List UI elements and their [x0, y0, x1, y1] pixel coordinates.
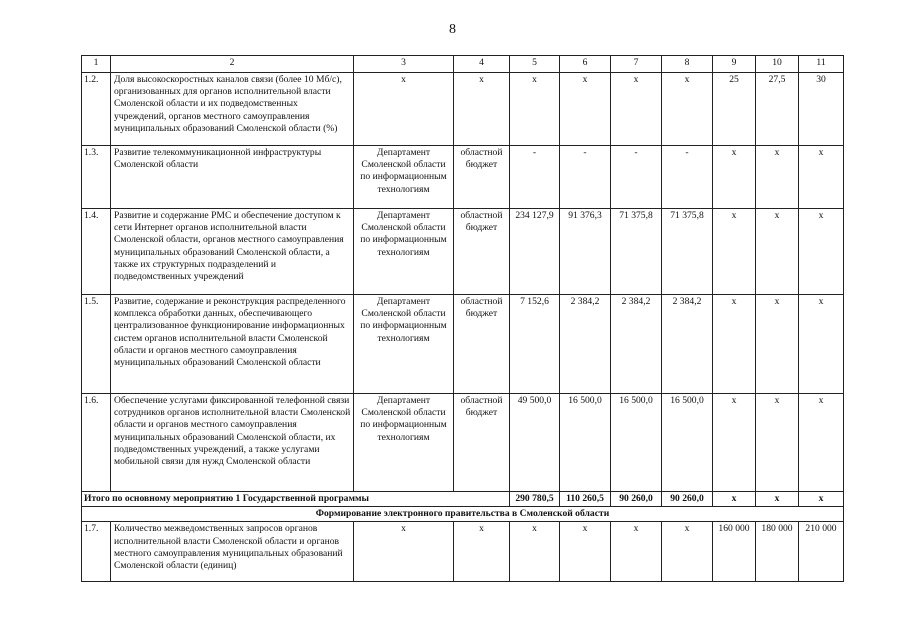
- total-value: 290 780,5: [510, 492, 560, 507]
- row-value: х: [756, 295, 799, 394]
- total-value: 90 260,0: [611, 492, 662, 507]
- row-value: 2 384,2: [611, 295, 662, 394]
- row-name: Развитие телекоммуникационной инфраструктуры Смоленской области: [111, 146, 354, 209]
- section-title: Формирование электронного правительства в Смоленской области: [82, 507, 844, 522]
- row-number: 1.6.: [82, 394, 111, 492]
- row-value: 2 384,2: [560, 295, 611, 394]
- row-value: х: [799, 146, 844, 209]
- row-value: х: [662, 522, 713, 582]
- row-name: Обеспечение услугами фиксированной телефонной связи сотрудников органов исполнительной власти Смоленской области и органов местного самоуправления муниципальных образований Смоленской области, их подведомственных учреждений, а также услугами мобильной связи для нужд Смоленской области: [111, 394, 354, 492]
- row-value: х: [510, 522, 560, 582]
- row-value: х: [510, 73, 560, 146]
- row-value: х: [713, 295, 756, 394]
- table-row: [82, 394, 844, 492]
- row-value: 71 375,8: [611, 209, 662, 295]
- row-value: х: [799, 295, 844, 394]
- column-header: 11: [799, 56, 844, 73]
- row-executor: Департамент Смоленской области по информационным технологиям: [354, 209, 454, 295]
- row-value: 2 384,2: [662, 295, 713, 394]
- table-row: [82, 146, 844, 209]
- row-value: х: [713, 209, 756, 295]
- row-executor: х: [354, 522, 454, 582]
- program-table: [81, 55, 844, 582]
- table-row: [82, 295, 844, 394]
- row-value: х: [713, 394, 756, 492]
- row-value: 16 500,0: [662, 394, 713, 492]
- row-value: -: [560, 146, 611, 209]
- row-value: 16 500,0: [560, 394, 611, 492]
- row-value: х: [756, 209, 799, 295]
- total-value: х: [713, 492, 756, 507]
- column-header: 10: [756, 56, 799, 73]
- row-value: 27,5: [756, 73, 799, 146]
- row-value: х: [799, 209, 844, 295]
- row-value: х: [560, 522, 611, 582]
- row-value: 49 500,0: [510, 394, 560, 492]
- row-value: 71 375,8: [662, 209, 713, 295]
- row-source: областной бюджет: [454, 295, 510, 394]
- row-source: областной бюджет: [454, 394, 510, 492]
- table-row: [82, 73, 844, 146]
- column-header: 3: [354, 56, 454, 73]
- table-row: [82, 522, 844, 582]
- total-value: 90 260,0: [662, 492, 713, 507]
- row-value: -: [510, 146, 560, 209]
- row-value: 30: [799, 73, 844, 146]
- row-value: 91 376,3: [560, 209, 611, 295]
- row-value: 210 000: [799, 522, 844, 582]
- section-row: [82, 507, 844, 522]
- row-value: 7 152,6: [510, 295, 560, 394]
- page-number: 8: [449, 22, 456, 37]
- column-header: 1: [82, 56, 111, 73]
- row-source: х: [454, 73, 510, 146]
- row-source: областной бюджет: [454, 146, 510, 209]
- column-header: 9: [713, 56, 756, 73]
- row-value: х: [756, 146, 799, 209]
- row-source: х: [454, 522, 510, 582]
- column-header: 8: [662, 56, 713, 73]
- row-number: 1.5.: [82, 295, 111, 394]
- row-number: 1.2.: [82, 73, 111, 146]
- row-name: Развитие, содержание и реконструкция распределенного комплекса обработки данных, обеспечивающего централизованное функционирование информационных систем органов исполнительной власти Смоленской области и органов местного самоуправления муниципальных образований Смоленской области: [111, 295, 354, 394]
- row-value: х: [611, 73, 662, 146]
- row-value: х: [560, 73, 611, 146]
- row-value: х: [611, 522, 662, 582]
- row-value: 16 500,0: [611, 394, 662, 492]
- row-source: областной бюджет: [454, 209, 510, 295]
- total-value: 110 260,5: [560, 492, 611, 507]
- total-row: [82, 492, 844, 507]
- row-value: х: [713, 146, 756, 209]
- row-value: 160 000: [713, 522, 756, 582]
- row-executor: х: [354, 73, 454, 146]
- row-number: 1.3.: [82, 146, 111, 209]
- row-executor: Департамент Смоленской области по информационным технологиям: [354, 394, 454, 492]
- row-number: 1.7.: [82, 522, 111, 582]
- row-value: х: [756, 394, 799, 492]
- row-value: 25: [713, 73, 756, 146]
- total-value: х: [756, 492, 799, 507]
- column-header: 6: [560, 56, 611, 73]
- row-value: -: [662, 146, 713, 209]
- total-value: х: [799, 492, 844, 507]
- row-value: 234 127,9: [510, 209, 560, 295]
- row-executor: Департамент Смоленской области по информационным технологиям: [354, 295, 454, 394]
- row-name: Развитие и содержание РМС и обеспечение доступом к сети Интернет органов исполнительной власти Смоленской области, органов местного самоуправления муниципальных образований Смоленской области, а также их структурных подразделений и подведомственных учреждений: [111, 209, 354, 295]
- column-header: 7: [611, 56, 662, 73]
- row-value: -: [611, 146, 662, 209]
- row-executor: Департамент Смоленской области по информационным технологиям: [354, 146, 454, 209]
- row-value: 180 000: [756, 522, 799, 582]
- total-label: Итого по основному мероприятию 1 Государственной программы: [82, 492, 510, 507]
- column-header: 5: [510, 56, 560, 73]
- row-number: 1.4.: [82, 209, 111, 295]
- row-name: Количество межведомственных запросов органов исполнительной власти Смоленской области и органов местного самоуправления муниципальных образований Смоленской области (единиц): [111, 522, 354, 582]
- column-header: 4: [454, 56, 510, 73]
- column-header: 2: [111, 56, 354, 73]
- row-name: Доля высокоскоростных каналов связи (более 10 Мб/с), организованных для органов исполнительной власти Смоленской области и их подведомственных учреждений, органов местного самоуправления муниципальных образований Смоленской области (%): [111, 73, 354, 146]
- row-value: х: [662, 73, 713, 146]
- table-row: [82, 209, 844, 295]
- row-value: х: [799, 394, 844, 492]
- column-numbers-row: [82, 56, 844, 73]
